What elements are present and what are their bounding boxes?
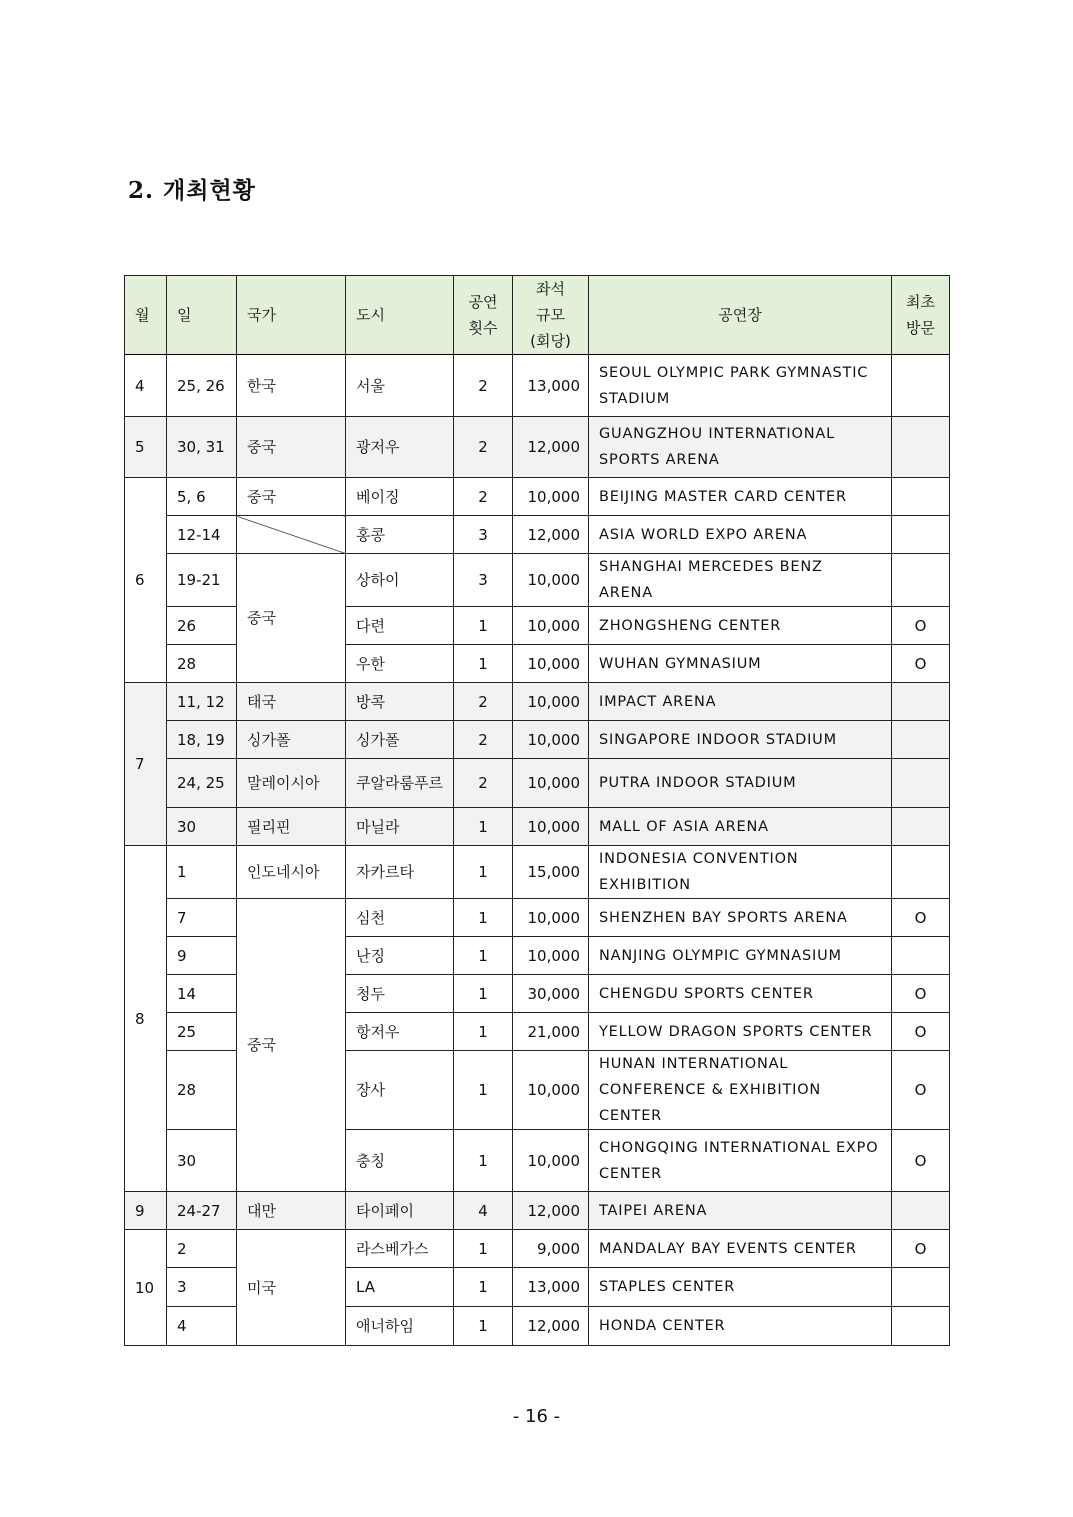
first-visit-cell: O <box>892 899 950 937</box>
seats-cell: 30,000 <box>513 975 589 1013</box>
day-cell: 4 <box>167 1307 237 1346</box>
table-row <box>125 808 950 846</box>
city-cell: 항저우 <box>346 1013 454 1051</box>
header-city: 도시 <box>346 276 454 355</box>
seats-cell: 10,000 <box>513 607 589 645</box>
venue-cell: CHONGQING INTERNATIONAL EXPO CENTER <box>589 1130 892 1192</box>
venue-cell: ZHONGSHENG CENTER <box>589 607 892 645</box>
day-cell: 7 <box>167 899 237 937</box>
venue-cell: SHENZHEN BAY SPORTS ARENA <box>589 899 892 937</box>
country-cell <box>237 516 346 554</box>
venue-cell: SEOUL OLYMPIC PARK GYMNASTIC STADIUM <box>589 355 892 417</box>
venue-cell: SINGAPORE INDOOR STADIUM <box>589 721 892 759</box>
day-cell: 26 <box>167 607 237 645</box>
seats-cell: 9,000 <box>513 1230 589 1268</box>
table-row <box>125 355 950 417</box>
day-cell: 24-27 <box>167 1192 237 1230</box>
seats-cell: 10,000 <box>513 937 589 975</box>
table-row <box>125 759 950 808</box>
day-cell: 28 <box>167 1051 237 1130</box>
count-cell: 1 <box>454 1130 513 1192</box>
header-country: 국가 <box>237 276 346 355</box>
day-cell: 12-14 <box>167 516 237 554</box>
venue-cell: ASIA WORLD EXPO ARENA <box>589 516 892 554</box>
first-visit-cell: O <box>892 1051 950 1130</box>
seats-cell: 10,000 <box>513 554 589 607</box>
country-cell: 말레이시아 <box>237 759 346 808</box>
city-cell: 싱가폴 <box>346 721 454 759</box>
city-cell: 방콕 <box>346 683 454 721</box>
city-cell: 장사 <box>346 1051 454 1130</box>
table-row <box>125 417 950 478</box>
seats-cell: 13,000 <box>513 355 589 417</box>
day-cell: 25, 26 <box>167 355 237 417</box>
country-cell: 중국 <box>237 899 346 1192</box>
first-visit-cell <box>892 355 950 417</box>
venue-cell: MANDALAY BAY EVENTS CENTER <box>589 1230 892 1268</box>
month-cell: 8 <box>125 846 167 1192</box>
header-day: 일 <box>167 276 237 355</box>
count-cell: 1 <box>454 975 513 1013</box>
count-cell: 2 <box>454 759 513 808</box>
month-cell: 5 <box>125 417 167 478</box>
day-cell: 30 <box>167 808 237 846</box>
count-cell: 1 <box>454 937 513 975</box>
seats-cell: 12,000 <box>513 417 589 478</box>
day-cell: 14 <box>167 975 237 1013</box>
table-row <box>125 899 950 937</box>
venue-cell: NANJING OLYMPIC GYMNASIUM <box>589 937 892 975</box>
count-cell: 2 <box>454 683 513 721</box>
venue-cell: SHANGHAI MERCEDES BENZ ARENA <box>589 554 892 607</box>
venue-cell: PUTRA INDOOR STADIUM <box>589 759 892 808</box>
city-cell: LA <box>346 1268 454 1307</box>
count-cell: 2 <box>454 478 513 516</box>
count-cell: 3 <box>454 554 513 607</box>
city-cell: 심천 <box>346 899 454 937</box>
count-cell: 1 <box>454 1051 513 1130</box>
country-cell: 태국 <box>237 683 346 721</box>
city-cell: 애너하임 <box>346 1307 454 1346</box>
seats-cell: 10,000 <box>513 478 589 516</box>
first-visit-cell <box>892 721 950 759</box>
first-visit-cell <box>892 1192 950 1230</box>
country-cell: 필리핀 <box>237 808 346 846</box>
table-row <box>125 1192 950 1230</box>
country-cell: 미국 <box>237 1230 346 1346</box>
count-cell: 2 <box>454 721 513 759</box>
country-cell: 싱가폴 <box>237 721 346 759</box>
seats-cell: 10,000 <box>513 899 589 937</box>
venue-cell: IMPACT ARENA <box>589 683 892 721</box>
table-row <box>125 846 950 899</box>
day-cell: 5, 6 <box>167 478 237 516</box>
venue-cell: INDONESIA CONVENTION EXHIBITION <box>589 846 892 899</box>
count-cell: 1 <box>454 1268 513 1307</box>
first-visit-cell: O <box>892 1130 950 1192</box>
country-cell: 대만 <box>237 1192 346 1230</box>
count-cell: 2 <box>454 417 513 478</box>
count-cell: 1 <box>454 899 513 937</box>
table-row <box>125 1230 950 1268</box>
city-cell: 타이페이 <box>346 1192 454 1230</box>
venue-cell: TAIPEI ARENA <box>589 1192 892 1230</box>
city-cell: 홍콩 <box>346 516 454 554</box>
seats-cell: 12,000 <box>513 1192 589 1230</box>
count-cell: 1 <box>454 645 513 683</box>
venue-cell: WUHAN GYMNASIUM <box>589 645 892 683</box>
first-visit-cell <box>892 516 950 554</box>
first-visit-cell: O <box>892 607 950 645</box>
first-visit-cell: O <box>892 1230 950 1268</box>
venue-cell: HONDA CENTER <box>589 1307 892 1346</box>
first-visit-cell <box>892 846 950 899</box>
city-cell: 다련 <box>346 607 454 645</box>
table-row <box>125 554 950 607</box>
venue-cell: MALL OF ASIA ARENA <box>589 808 892 846</box>
day-cell: 9 <box>167 937 237 975</box>
table-row <box>125 478 950 516</box>
count-cell: 4 <box>454 1192 513 1230</box>
day-cell: 1 <box>167 846 237 899</box>
day-cell: 30, 31 <box>167 417 237 478</box>
seats-cell: 10,000 <box>513 721 589 759</box>
header-first-visit: 최초 방문 <box>892 276 950 355</box>
first-visit-cell: O <box>892 645 950 683</box>
count-cell: 1 <box>454 1013 513 1051</box>
first-visit-cell <box>892 683 950 721</box>
header-month: 월 <box>125 276 167 355</box>
city-cell: 서울 <box>346 355 454 417</box>
day-cell: 24, 25 <box>167 759 237 808</box>
country-cell: 한국 <box>237 355 346 417</box>
month-cell: 6 <box>125 478 167 683</box>
first-visit-cell <box>892 1268 950 1307</box>
header-row <box>125 276 950 355</box>
city-cell: 자카르타 <box>346 846 454 899</box>
venue-table <box>124 275 950 1346</box>
city-cell: 상하이 <box>346 554 454 607</box>
country-cell: 중국 <box>237 478 346 516</box>
venue-cell: HUNAN INTERNATIONAL CONFERENCE & EXHIBITION CENTER <box>589 1051 892 1130</box>
city-cell: 청두 <box>346 975 454 1013</box>
first-visit-cell <box>892 417 950 478</box>
seats-cell: 10,000 <box>513 683 589 721</box>
month-cell: 4 <box>125 355 167 417</box>
seats-cell: 10,000 <box>513 1051 589 1130</box>
first-visit-cell: O <box>892 1013 950 1051</box>
table-row <box>125 683 950 721</box>
seats-cell: 13,000 <box>513 1268 589 1307</box>
city-cell: 쿠알라룸푸르 <box>346 759 454 808</box>
first-visit-cell <box>892 478 950 516</box>
seats-cell: 12,000 <box>513 516 589 554</box>
seats-cell: 10,000 <box>513 645 589 683</box>
seats-cell: 10,000 <box>513 759 589 808</box>
count-cell: 1 <box>454 1230 513 1268</box>
day-cell: 11, 12 <box>167 683 237 721</box>
first-visit-cell: O <box>892 975 950 1013</box>
page-number: - 16 - <box>512 1406 561 1427</box>
city-cell: 난징 <box>346 937 454 975</box>
city-cell: 우한 <box>346 645 454 683</box>
count-cell: 1 <box>454 1307 513 1346</box>
city-cell: 광저우 <box>346 417 454 478</box>
header-venue: 공연장 <box>589 276 892 355</box>
city-cell: 베이징 <box>346 478 454 516</box>
section-title: 2. 개최현황 <box>128 177 256 204</box>
day-cell: 18, 19 <box>167 721 237 759</box>
seats-cell: 10,000 <box>513 808 589 846</box>
seats-cell: 12,000 <box>513 1307 589 1346</box>
header-seats: 좌석 규모 (회당) <box>513 276 589 355</box>
first-visit-cell <box>892 554 950 607</box>
seats-cell: 10,000 <box>513 1130 589 1192</box>
day-cell: 2 <box>167 1230 237 1268</box>
day-cell: 19-21 <box>167 554 237 607</box>
venue-cell: BEIJING MASTER CARD CENTER <box>589 478 892 516</box>
month-cell: 7 <box>125 683 167 846</box>
count-cell: 1 <box>454 808 513 846</box>
venue-cell: GUANGZHOU INTERNATIONAL SPORTS ARENA <box>589 417 892 478</box>
seats-cell: 15,000 <box>513 846 589 899</box>
day-cell: 30 <box>167 1130 237 1192</box>
table-row <box>125 516 950 554</box>
seats-cell: 21,000 <box>513 1013 589 1051</box>
first-visit-cell <box>892 808 950 846</box>
month-cell: 9 <box>125 1192 167 1230</box>
header-count: 공연 횟수 <box>454 276 513 355</box>
first-visit-cell <box>892 937 950 975</box>
venue-cell: STAPLES CENTER <box>589 1268 892 1307</box>
country-cell: 중국 <box>237 417 346 478</box>
city-cell: 라스베가스 <box>346 1230 454 1268</box>
first-visit-cell <box>892 1307 950 1346</box>
count-cell: 3 <box>454 516 513 554</box>
day-cell: 25 <box>167 1013 237 1051</box>
day-cell: 28 <box>167 645 237 683</box>
venue-cell: CHENGDU SPORTS CENTER <box>589 975 892 1013</box>
city-cell: 충칭 <box>346 1130 454 1192</box>
day-cell: 3 <box>167 1268 237 1307</box>
venue-cell: YELLOW DRAGON SPORTS CENTER <box>589 1013 892 1051</box>
table-row <box>125 721 950 759</box>
count-cell: 1 <box>454 846 513 899</box>
count-cell: 1 <box>454 607 513 645</box>
count-cell: 2 <box>454 355 513 417</box>
country-cell: 인도네시아 <box>237 846 346 899</box>
month-cell: 10 <box>125 1230 167 1346</box>
country-cell: 중국 <box>237 554 346 683</box>
first-visit-cell <box>892 759 950 808</box>
city-cell: 마닐라 <box>346 808 454 846</box>
